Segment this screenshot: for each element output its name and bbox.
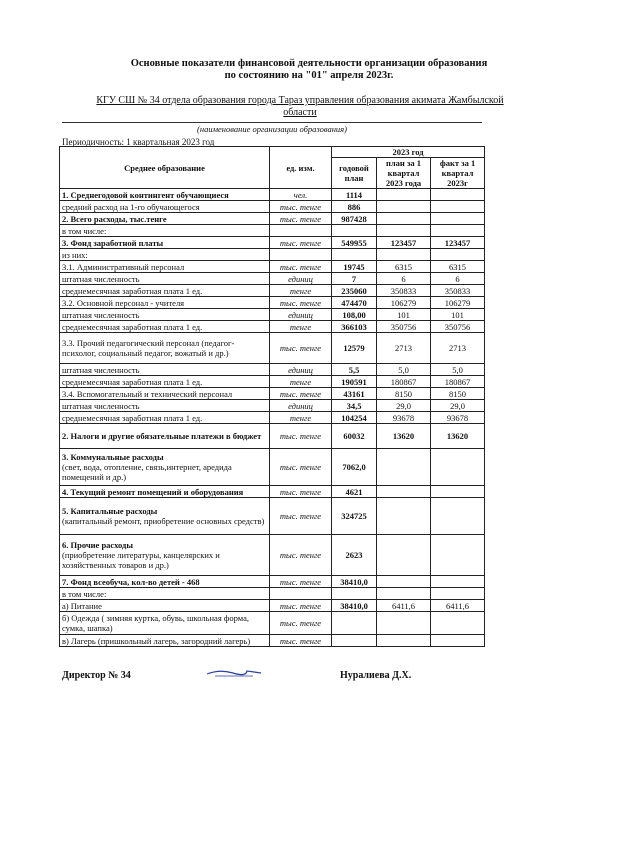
- row-label-text: 3.4. Вспомогательный и технический персонал: [62, 388, 233, 399]
- row-label-text: 2. Налоги и другие обязательные платежи в бюджет: [62, 431, 262, 441]
- row-q1-fact: [431, 486, 485, 498]
- row-q1-plan: [377, 249, 431, 261]
- row-q1-fact: [431, 635, 485, 647]
- row-q1-plan: 350833: [377, 285, 431, 297]
- row-label-text: 5. Капитальные расходы: [62, 506, 158, 516]
- row-q1-plan: 101: [377, 309, 431, 321]
- row-q1-fact: [431, 449, 485, 486]
- header-plan: годовой план: [332, 158, 377, 189]
- row-q1-plan: 6315: [377, 261, 431, 273]
- row-unit: тыс. тенге: [270, 486, 332, 498]
- row-label: [60, 225, 270, 237]
- title-line-1: Основные показатели финансовой деятельности организации образования: [130, 58, 488, 69]
- table-row: [60, 400, 485, 412]
- table-row: [60, 376, 485, 388]
- row-label-sub: (капитальный ремонт, приобретение основных средств): [62, 516, 265, 526]
- table-row: [60, 225, 485, 237]
- row-label: [60, 213, 270, 225]
- row-q1-fact: [431, 201, 485, 213]
- row-label: [60, 588, 270, 600]
- row-label-text: среднемесячная заработная плата 1 ед.: [62, 412, 203, 423]
- row-q1-plan: [377, 213, 431, 225]
- table-row: [60, 237, 485, 249]
- signature: [205, 665, 265, 679]
- table-row: [60, 388, 485, 400]
- row-label-text: 1. Среднегодовой контингент обучающиеся: [62, 189, 229, 200]
- row-unit: единиц: [270, 273, 332, 285]
- row-plan: 2623: [332, 535, 377, 576]
- organization-caption: (наименование организации образования): [197, 124, 347, 134]
- organization-name: КГУ СШ № 34 отдела образования города Тараз управления образования акимата Жамбылской области: [96, 95, 504, 118]
- row-label-text: 3.3. Прочий педагогический персонал (педагог-психолог, социальный педагог, вожатый и др.): [62, 338, 235, 358]
- row-unit: тыс. тенге: [270, 498, 332, 535]
- row-label: [60, 285, 270, 297]
- row-label: [60, 412, 270, 424]
- row-label-text: в том числе:: [62, 225, 107, 236]
- row-q1-fact: 6: [431, 273, 485, 285]
- row-label-text: среднемесячная заработная плата 1 ед.: [62, 321, 203, 332]
- row-plan: 549955: [332, 237, 377, 249]
- table-row: [60, 576, 485, 588]
- row-q1-fact: [431, 249, 485, 261]
- table-row: [60, 273, 485, 285]
- row-label: [60, 189, 270, 201]
- row-plan: 4621: [332, 486, 377, 498]
- row-q1-plan: [377, 612, 431, 635]
- row-label: [60, 364, 270, 376]
- periodicity: Периодичность: 1 квартальная 2023 год: [62, 137, 215, 147]
- row-q1-fact: [431, 612, 485, 635]
- row-q1-fact: 5,0: [431, 364, 485, 376]
- row-q1-plan: 93678: [377, 412, 431, 424]
- table-row: [60, 449, 485, 486]
- row-label: [60, 449, 270, 486]
- row-unit: тыс. тенге: [270, 600, 332, 612]
- table-row: [60, 201, 485, 213]
- row-label-text: штатная численность: [62, 309, 140, 320]
- row-label: [60, 535, 270, 576]
- table-row: [60, 249, 485, 261]
- row-q1-fact: 8150: [431, 388, 485, 400]
- row-q1-plan: 180867: [377, 376, 431, 388]
- row-q1-fact: 2713: [431, 333, 485, 364]
- row-plan: 366103: [332, 321, 377, 333]
- row-unit: тенге: [270, 285, 332, 297]
- row-unit: тыс. тенге: [270, 576, 332, 588]
- row-unit: тыс. тенге: [270, 201, 332, 213]
- row-q1-plan: 123457: [377, 237, 431, 249]
- row-label: [60, 498, 270, 535]
- row-q1-plan: [377, 189, 431, 201]
- row-unit: тыс. тенге: [270, 297, 332, 309]
- row-unit: тыс. тенге: [270, 424, 332, 449]
- row-q1-fact: [431, 576, 485, 588]
- row-label-sub: (приобретение литературы, канцелярских и хозяйственных товаров и др.): [62, 550, 220, 570]
- row-label: [60, 400, 270, 412]
- row-label: [60, 635, 270, 647]
- row-q1-plan: [377, 535, 431, 576]
- row-q1-fact: [431, 498, 485, 535]
- row-plan: 34,5: [332, 400, 377, 412]
- row-label-text: а) Питание: [62, 600, 102, 611]
- row-q1-fact: 93678: [431, 412, 485, 424]
- row-label-text: 6. Прочие расходы: [62, 540, 133, 550]
- table-row: [60, 600, 485, 612]
- row-label: [60, 273, 270, 285]
- row-q1-fact: [431, 213, 485, 225]
- row-label-text: в том числе:: [62, 588, 107, 599]
- table-row: [60, 486, 485, 498]
- row-q1-fact: [431, 588, 485, 600]
- divider: [62, 122, 482, 123]
- row-label-text: 7. Фонд всеобуча, кол-во детей - 468: [62, 576, 200, 587]
- table-row: [60, 309, 485, 321]
- row-label-text: 3.1. Административный персонал: [62, 261, 185, 272]
- row-unit: [270, 588, 332, 600]
- table-row: [60, 535, 485, 576]
- row-label: [60, 376, 270, 388]
- row-label: [60, 576, 270, 588]
- row-q1-plan: 6411,6: [377, 600, 431, 612]
- table-row: [60, 424, 485, 449]
- row-q1-fact: 6315: [431, 261, 485, 273]
- row-unit: тенге: [270, 376, 332, 388]
- row-label-text: штатная численность: [62, 400, 140, 411]
- row-q1-fact: 350756: [431, 321, 485, 333]
- row-unit: тенге: [270, 321, 332, 333]
- row-label: [60, 486, 270, 498]
- document-title: [0, 58, 618, 82]
- row-q1-fact: [431, 225, 485, 237]
- director-label: Директор № 34: [62, 670, 131, 681]
- row-plan: 38410,0: [332, 600, 377, 612]
- table-row: [60, 412, 485, 424]
- row-plan: 108,00: [332, 309, 377, 321]
- header-unit: ед. изм.: [270, 147, 332, 189]
- header-q1-plan: план за 1 квартал 2023 года: [377, 158, 431, 189]
- header-year: 2023 год: [332, 147, 485, 158]
- row-unit: единиц: [270, 364, 332, 376]
- row-plan: [332, 635, 377, 647]
- row-q1-plan: [377, 635, 431, 647]
- row-unit: тыс. тенге: [270, 213, 332, 225]
- row-label-text: средний расход на 1-го обучающегося: [62, 201, 200, 212]
- row-label: [60, 249, 270, 261]
- table-row: [60, 635, 485, 647]
- row-q1-fact: 101: [431, 309, 485, 321]
- row-plan: 235060: [332, 285, 377, 297]
- row-plan: 60032: [332, 424, 377, 449]
- row-q1-fact: 106279: [431, 297, 485, 309]
- row-q1-plan: 2713: [377, 333, 431, 364]
- director-name: Нуралиева Д.Х.: [340, 670, 412, 681]
- financial-table: [59, 146, 485, 647]
- row-q1-fact: 13620: [431, 424, 485, 449]
- row-plan: 190591: [332, 376, 377, 388]
- row-q1-plan: [377, 486, 431, 498]
- row-q1-fact: 123457: [431, 237, 485, 249]
- header-name: Среднее образование: [60, 147, 270, 189]
- row-unit: единиц: [270, 400, 332, 412]
- table-row: [60, 213, 485, 225]
- row-label: [60, 261, 270, 273]
- row-plan: 7062,0: [332, 449, 377, 486]
- row-label: [60, 321, 270, 333]
- row-label: [60, 388, 270, 400]
- row-q1-plan: 13620: [377, 424, 431, 449]
- row-label: [60, 201, 270, 213]
- row-q1-plan: [377, 201, 431, 213]
- row-unit: тыс. тенге: [270, 237, 332, 249]
- row-label-text: штатная численность: [62, 364, 140, 375]
- row-unit: тыс. тенге: [270, 612, 332, 635]
- row-label-text: 3.2. Основной персонал - учителя: [62, 297, 185, 308]
- row-q1-plan: [377, 576, 431, 588]
- table-row: [60, 498, 485, 535]
- row-plan: [332, 612, 377, 635]
- table-row: [60, 321, 485, 333]
- header-q1-fact: факт за 1 квартал 2023г: [431, 158, 485, 189]
- table-row: [60, 189, 485, 201]
- table-row: [60, 297, 485, 309]
- row-label: [60, 237, 270, 249]
- row-unit: единиц: [270, 309, 332, 321]
- row-q1-fact: 6411,6: [431, 600, 485, 612]
- row-plan: 987428: [332, 213, 377, 225]
- row-plan: [332, 588, 377, 600]
- row-label-text: 3. Фонд заработной платы: [62, 237, 164, 248]
- row-plan: [332, 249, 377, 261]
- row-q1-plan: [377, 449, 431, 486]
- row-label-text: б) Одежда ( зимняя куртка, обувь, школьная форма, сумка, шапка): [62, 613, 249, 633]
- row-unit: чел.: [270, 189, 332, 201]
- title-line-2: по состоянию на "01" апреля 2023г.: [224, 70, 394, 81]
- row-q1-plan: [377, 498, 431, 535]
- row-q1-plan: 106279: [377, 297, 431, 309]
- row-plan: 324725: [332, 498, 377, 535]
- row-plan: 12579: [332, 333, 377, 364]
- row-label: [60, 612, 270, 635]
- row-q1-fact: [431, 189, 485, 201]
- row-label: [60, 600, 270, 612]
- row-q1-fact: 180867: [431, 376, 485, 388]
- row-unit: тыс. тенге: [270, 261, 332, 273]
- row-label-text: 2. Всего расходы, тыс.тенге: [62, 213, 167, 224]
- row-label-text: штатная численность: [62, 273, 140, 284]
- row-q1-plan: 6: [377, 273, 431, 285]
- row-q1-fact: [431, 535, 485, 576]
- row-unit: [270, 225, 332, 237]
- row-q1-plan: 8150: [377, 388, 431, 400]
- table-row: [60, 285, 485, 297]
- row-q1-plan: 5,0: [377, 364, 431, 376]
- row-unit: тыс. тенге: [270, 333, 332, 364]
- row-label: [60, 297, 270, 309]
- table-row: [60, 588, 485, 600]
- row-label-text: из них:: [62, 249, 88, 260]
- row-q1-fact: 29,0: [431, 400, 485, 412]
- row-plan: 43161: [332, 388, 377, 400]
- row-unit: тыс. тенге: [270, 388, 332, 400]
- row-unit: тыс. тенге: [270, 535, 332, 576]
- row-plan: 1114: [332, 189, 377, 201]
- row-plan: 5,5: [332, 364, 377, 376]
- row-q1-plan: 350756: [377, 321, 431, 333]
- row-plan: 104254: [332, 412, 377, 424]
- row-unit: тыс. тенге: [270, 449, 332, 486]
- table-row: [60, 333, 485, 364]
- row-plan: 474470: [332, 297, 377, 309]
- row-plan: [332, 225, 377, 237]
- row-label: [60, 333, 270, 364]
- row-q1-fact: 350833: [431, 285, 485, 297]
- row-unit: [270, 249, 332, 261]
- row-label: [60, 424, 270, 449]
- row-label: [60, 309, 270, 321]
- row-q1-plan: [377, 588, 431, 600]
- row-plan: 7: [332, 273, 377, 285]
- table-row: [60, 364, 485, 376]
- row-plan: 886: [332, 201, 377, 213]
- row-unit: тенге: [270, 412, 332, 424]
- row-label-text: 3. Коммунальные расходы: [62, 452, 164, 462]
- row-label-text: среднемесячная заработная плата 1 ед.: [62, 285, 203, 296]
- row-q1-plan: 29,0: [377, 400, 431, 412]
- table-row: [60, 612, 485, 635]
- row-plan: 38410,0: [332, 576, 377, 588]
- row-q1-plan: [377, 225, 431, 237]
- row-unit: тыс. тенге: [270, 635, 332, 647]
- row-plan: 19745: [332, 261, 377, 273]
- row-label-sub: (свет, вода, отопление, связь,интернет, аредида помещений и др.): [62, 462, 232, 482]
- row-label-text: в) Лагерь (пришкольный лагерь, загородний лагерь): [62, 635, 251, 646]
- row-label-text: 4. Текущий ремонт помещений и оборудования: [62, 486, 244, 497]
- row-label-text: среднемесячная заработная плата 1 ед.: [62, 376, 203, 387]
- table-row: [60, 261, 485, 273]
